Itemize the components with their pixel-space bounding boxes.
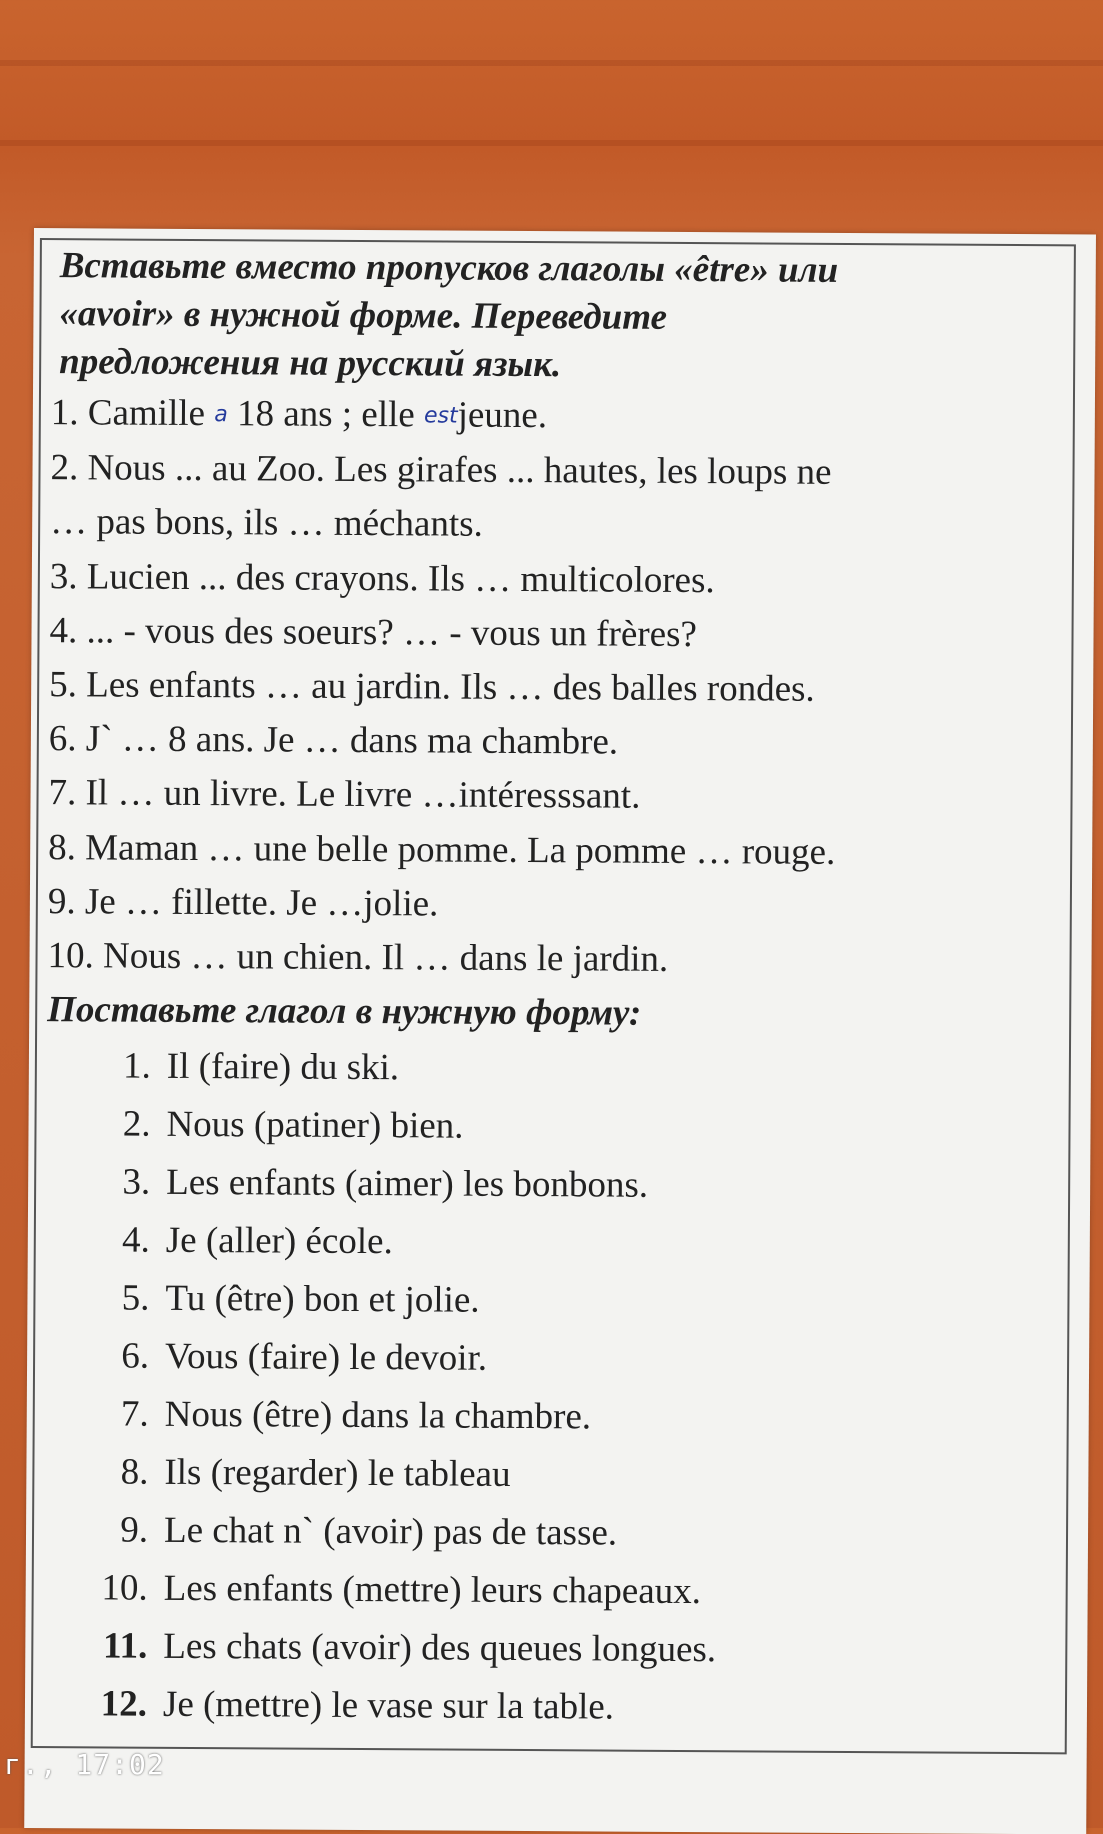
exercise1-line: 3. Lucien ... des crayons. Ils … multicolores.	[49, 555, 715, 601]
item-text: Les enfants (aimer) les bonbons.	[166, 1162, 649, 1207]
handwritten-answer: a	[214, 402, 228, 428]
worksheet-content	[37, 242, 1076, 1739]
exercise1-line: 2. Nous ... au Zoo. Les girafes ... hautes, les loups ne	[50, 447, 832, 494]
list-item	[78, 1502, 1068, 1566]
exercise1-line	[51, 386, 1075, 447]
exercise1-line: 7. Il … un livre. Le livre …intéresssant.	[48, 772, 641, 818]
exercise1-list	[41, 386, 1075, 990]
item-text: Il (faire) du ski.	[166, 1046, 400, 1089]
item-number: 3.	[122, 1161, 151, 1203]
exercise1-line: 10. Nous … un chien. Il … dans le jardin.	[47, 935, 669, 980]
item-number: 1.	[123, 1045, 152, 1087]
item-number: 10.	[101, 1567, 148, 1609]
item-text: Les enfants (mettre) leurs chapeaux.	[163, 1568, 702, 1613]
list-item	[79, 1386, 1069, 1450]
list-item	[80, 1212, 1070, 1276]
list-item	[79, 1270, 1069, 1334]
exercise1-line: 8. Maman … une belle pomme. La pomme … rouge.	[48, 826, 836, 873]
item-number: 12.	[100, 1683, 148, 1725]
handwritten-answer: est	[423, 403, 458, 429]
wood-grain	[0, 60, 1103, 66]
exercise2-list	[37, 1037, 1071, 1739]
item-text: Je (aller) école.	[165, 1220, 393, 1263]
item-number: 11.	[102, 1625, 148, 1667]
exercise1-title	[45, 242, 1076, 392]
list-item	[80, 1154, 1070, 1218]
list-item	[78, 1444, 1068, 1508]
item-text: Le chat n` (avoir) pas de tasse.	[163, 1510, 618, 1554]
worksheet-paper	[24, 228, 1096, 1834]
exercise1-line: … pas bons, ils … méchants.	[50, 501, 483, 546]
item-text: Les chats (avoir) des queues longues.	[163, 1626, 717, 1671]
line-text: jeune.	[457, 394, 548, 437]
item-text: Nous (patiner) bien.	[166, 1104, 464, 1147]
item-text: Vous (faire) le devoir.	[164, 1336, 488, 1380]
wood-grain	[0, 140, 1103, 146]
item-number: 5.	[121, 1277, 150, 1319]
exercise1-line: 9. Je … fillette. Je …jolie.	[47, 880, 439, 925]
item-text: Ils (regarder) le tableau	[164, 1452, 511, 1496]
item-number: 2.	[122, 1103, 151, 1145]
line-text: 1. Camille	[50, 392, 215, 435]
list-item	[81, 1038, 1071, 1102]
exercise1-line: 6. J` … 8 ans. Je … dans ma chambre.	[48, 718, 619, 763]
item-text: Tu (être) bon et jolie.	[165, 1278, 480, 1321]
line-text: 18 ans ; elle	[227, 393, 425, 436]
item-number: 7.	[120, 1393, 149, 1435]
list-item	[77, 1618, 1067, 1682]
list-item	[77, 1676, 1067, 1740]
exercise2-title: Поставьте глагол в нужную форму:	[47, 989, 642, 1034]
item-number: 8.	[120, 1451, 149, 1493]
item-text: Je (mettre) le vase sur la table.	[162, 1684, 615, 1728]
item-text: Nous (être) dans la chambre.	[164, 1394, 592, 1438]
title-line: предложения на русский язык.	[59, 341, 562, 386]
exercise1-line: 4. ... - vous des soeurs? … - vous un frères?	[49, 609, 698, 655]
list-item	[78, 1560, 1068, 1624]
item-number: 6.	[121, 1335, 150, 1377]
title-line: «avoir» в нужной форме. Переведите	[59, 293, 668, 338]
exercise1-line: 5. Les enfants … au jardin. Ils … des balles rondes.	[49, 664, 815, 710]
list-item	[79, 1328, 1069, 1392]
item-number: 9.	[120, 1509, 149, 1551]
title-line: Вставьте вместо пропусков глаголы «être» или	[59, 245, 839, 291]
photo-timestamp: г., 17:02	[4, 1748, 165, 1781]
list-item	[80, 1096, 1070, 1160]
item-number: 4.	[121, 1219, 150, 1261]
